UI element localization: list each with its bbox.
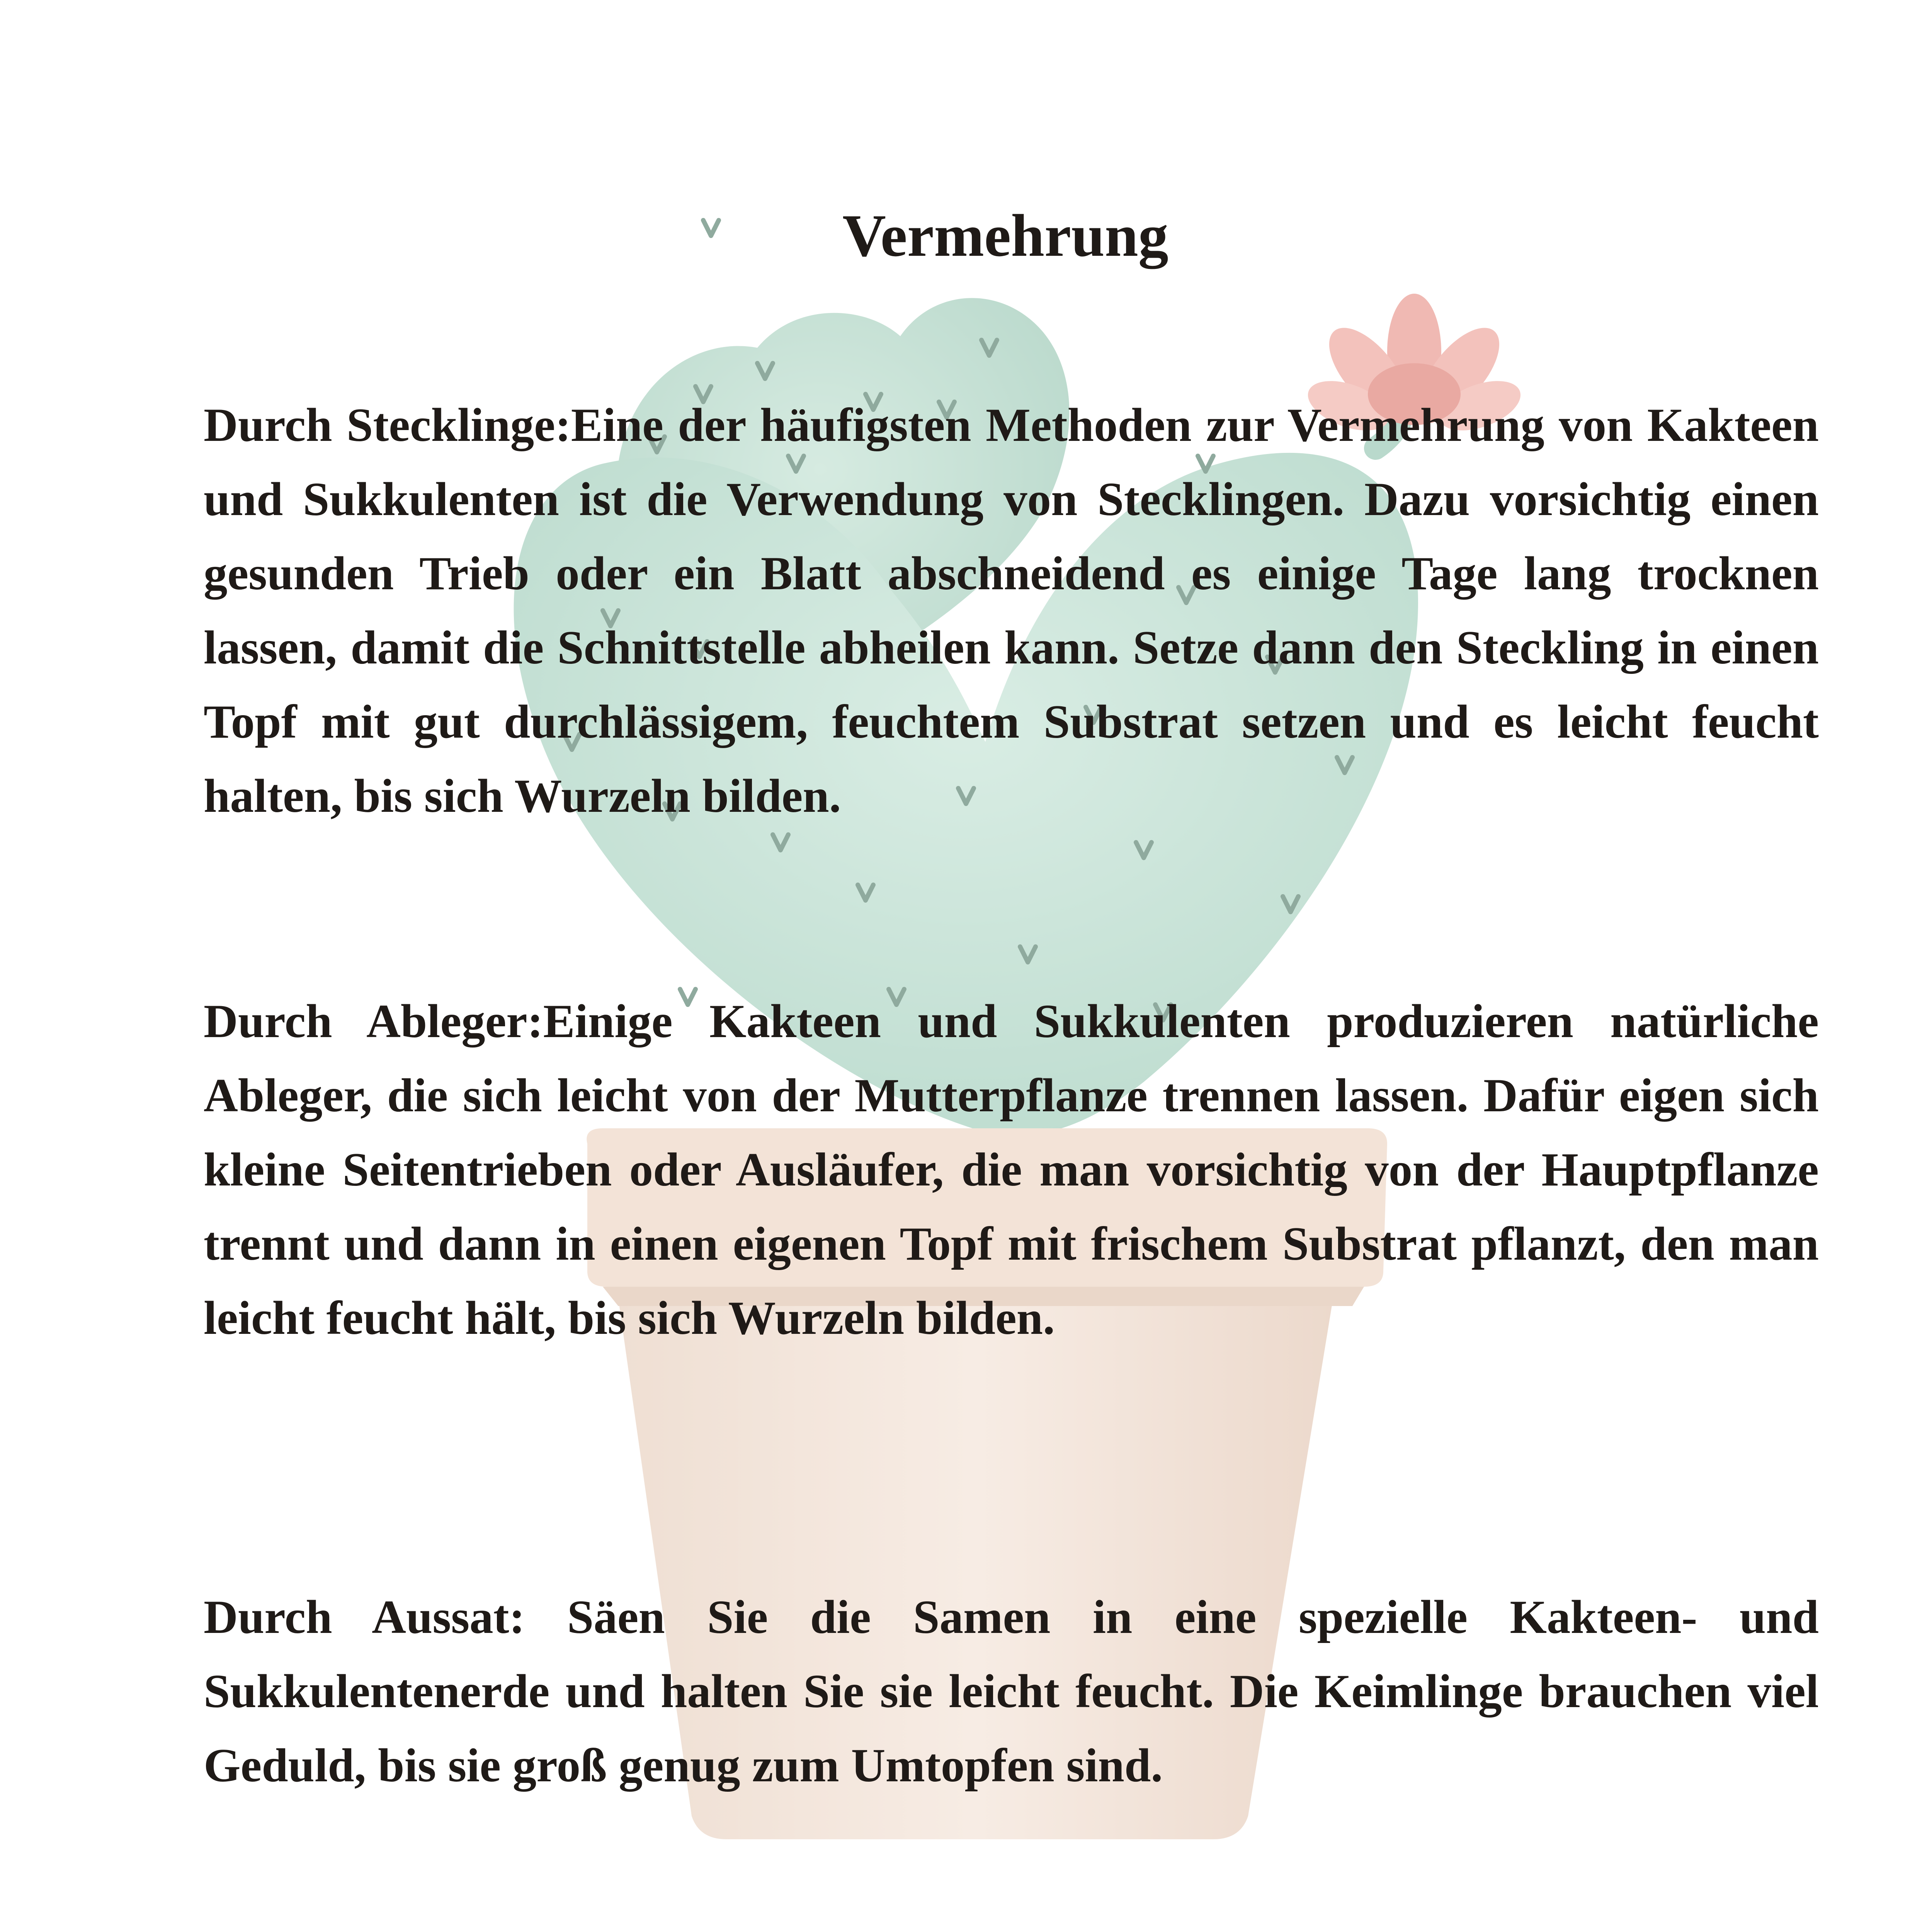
paragraph-stecklinge: Durch Stecklinge:Eine der häufigsten Methoden zur Vermehrung von Kakteen und Sukkulenten ist die Verwendung von Stecklingen. Dazu vorsichtig einen gesunden Trieb oder ein Blatt abschneidend es einige Tage lang trocknen lassen, damit die Schnittstelle abheilen kann. Setze dann den Steckling in einen Topf mit gut durchlässigem, feuchtem Substrat setzen und es leicht feucht halten, bis sich Wurzeln bilden. xyxy=(204,398,1819,822)
paragraph-aussaat: Durch Aussat: Säen Sie die Samen in eine spezielle Kakteen- und Sukkulentenerde und halten Sie sie leicht feucht. Die Keimlinge brauchen viel Geduld, bis sie groß genug zum Umtopfen sind. xyxy=(204,1590,1819,1792)
page-title: Vermehrung xyxy=(842,202,1168,269)
paragraph-ableger: Durch Ableger:Einige Kakteen und Sukkulenten produzieren natürliche Ableger, die sich leicht von der Mutterpflanze trennen lassen. Dafür eigen sich kleine Seitentrieben oder Ausläufer, die man vorsichtig von der Hauptpflanze trennt und dann in einen eigenen Topf mit frischem Substrat pflanzt, den man leicht feucht hält, bis sich Wurzeln bilden. xyxy=(204,995,1819,1344)
